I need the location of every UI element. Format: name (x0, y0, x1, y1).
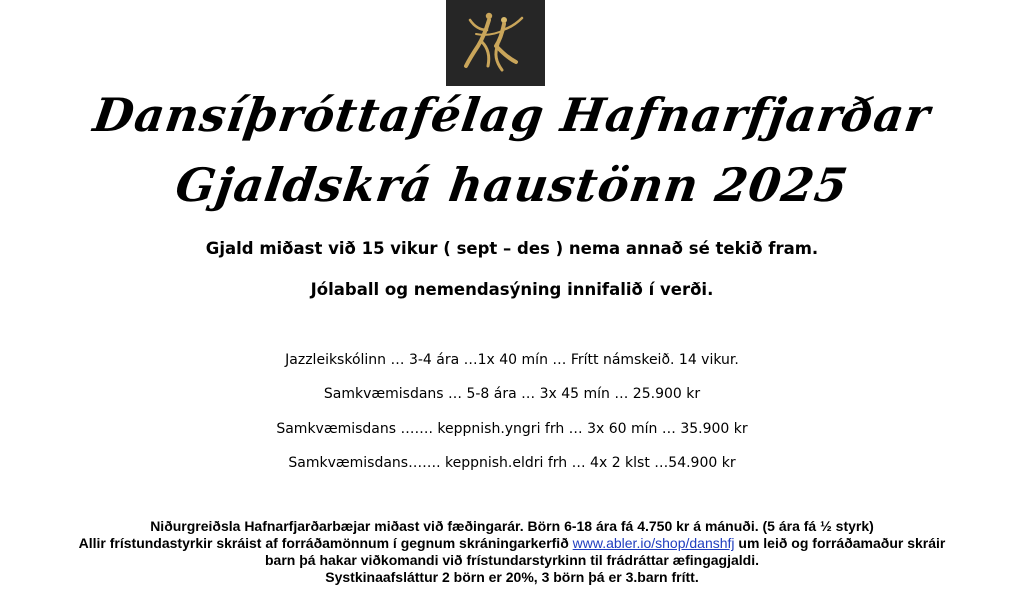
registration-text-end: um leið og forráðamaður skráir (738, 535, 946, 551)
course-item: Jazzleikskólinn … 3-4 ára …1x 40 mín … Frítt námskeið. 14 vikur. (285, 352, 739, 368)
course-item: Samkvæmisdans ……. keppnish.yngri frh … 3x 60 mín … 35.900 kr (276, 421, 748, 437)
course-item: Samkvæmisdans … 5-8 ára … 3x 45 mín … 25.900 kr (323, 386, 701, 402)
footer-notes (0, 518, 1024, 586)
intro-included: Jólaball og nemendasýning innifalið í verði. (310, 280, 714, 299)
dance-couple-icon (446, 0, 545, 86)
price-list-title: Gjaldskrá haustönn 2025 (172, 158, 852, 212)
club-title: Dansíþróttafélag Hafnarfjarðar (90, 88, 934, 142)
subsidy-note: Niðurgreiðsla Hafnarfjarðarbæjar miðast við fæðingarár. Börn 6-18 ára fá 4.750 kr á mánuði. (5 ára fá ½ styrk) (150, 518, 874, 534)
intro-duration: Gjald miðast við 15 vikur ( sept – des ) nema annað sé tekið fram. (205, 239, 819, 258)
sibling-discount-note: Systkinaafsláttur 2 börn er 20%, 3 börn þá er 3.barn frítt. (325, 569, 699, 585)
abler-shop-link[interactable]: www.abler.io/shop/danshfj (572, 535, 735, 551)
registration-text: Allir frístundastyrkir skráist af forráðamönnum í gegnum skráningarkerfið (78, 535, 569, 551)
course-item: Samkvæmisdans……. keppnish.eldri frh … 4x 2 klst …54.900 kr (288, 455, 736, 471)
subsidy-deduction-note: barn þá hakar viðkomandi við frístundarstyrkinn til frádráttar æfingagjaldi. (265, 552, 759, 568)
dance-couple-logo (446, 0, 545, 86)
registration-note (0, 535, 1024, 552)
